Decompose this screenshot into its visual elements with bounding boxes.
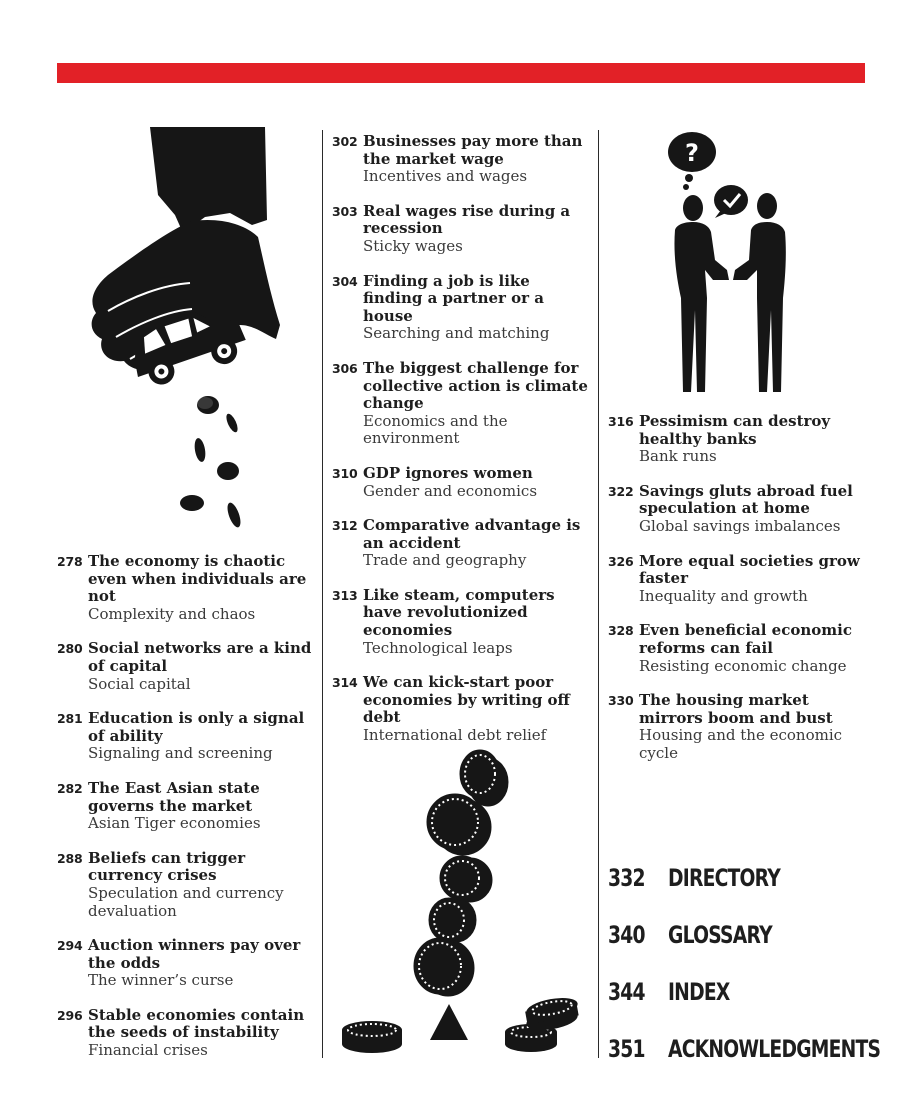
toc-entry[interactable]: [57, 937, 317, 990]
toc-title: Even beneficial economic reforms can fail: [639, 621, 852, 657]
middle-contents-column: [332, 133, 594, 745]
toc-title: Beliefs can trigger currency crises: [88, 848, 246, 885]
toc-title: Education is only a signal of ability: [88, 709, 305, 745]
toc-title: GDP ignores women: [363, 463, 533, 482]
toc-subtitle: Searching and matching: [363, 324, 550, 343]
toc-subtitle: The winner’s curse: [88, 971, 234, 990]
toc-title: The economy is chaotic even when individuals are not: [88, 552, 307, 606]
toc-entry[interactable]: [57, 710, 317, 763]
toc-page-number: 306: [332, 360, 358, 376]
toc-entry[interactable]: [608, 483, 870, 536]
toc-subtitle: Inequality and growth: [639, 586, 808, 605]
toc-entry[interactable]: [332, 273, 594, 343]
left-contents-column: [57, 553, 317, 1060]
toc-entry[interactable]: [57, 640, 317, 693]
column-divider-right: [598, 130, 599, 1058]
toc-title: Savings gluts abroad fuel speculation at home: [639, 481, 853, 518]
toc-page-number: 322: [608, 483, 634, 499]
toc-page-number: 303: [332, 203, 358, 219]
toc-entry[interactable]: [332, 465, 594, 500]
toc-entry[interactable]: [57, 553, 317, 623]
toc-entry[interactable]: [332, 133, 594, 186]
toc-title: The housing market mirrors boom and bust: [639, 691, 833, 727]
toc-title: Like steam, computers have revolutionized economies: [363, 585, 555, 640]
toc-page-number: 328: [608, 623, 634, 639]
toc-page-number: 296: [57, 1007, 83, 1023]
back-matter-label: DIRECTORY: [668, 864, 781, 892]
right-contents-column: [608, 413, 870, 763]
toc-title: More equal societies grow faster: [639, 551, 860, 588]
back-matter-page: 332: [608, 864, 645, 892]
toc-subtitle: Social capital: [88, 674, 191, 693]
toc-title: Comparative advantage is an accident: [363, 516, 581, 552]
toc-subtitle: Financial crises: [88, 1041, 208, 1060]
toc-title: Real wages rise during a recession: [363, 201, 571, 238]
toc-entry[interactable]: [608, 692, 870, 762]
toc-entry[interactable]: [332, 587, 594, 657]
toc-page-number: 288: [57, 850, 83, 866]
back-matter-label: ACKNOWLEDGMENTS: [668, 1035, 881, 1063]
back-matter-page: 340: [608, 921, 645, 949]
toc-title: The East Asian state governs the market: [88, 778, 260, 815]
toc-page-number: 281: [57, 711, 83, 727]
toc-entry[interactable]: [332, 203, 594, 256]
toc-subtitle: Bank runs: [639, 447, 717, 466]
toc-page-number: 302: [332, 134, 358, 149]
red-header-bar: [57, 63, 865, 83]
toc-page-number: 282: [57, 780, 83, 796]
toc-title: Pessimism can destroy healthy banks: [639, 412, 831, 448]
handshake-icon: [655, 130, 805, 400]
back-matter-label: GLOSSARY: [668, 921, 772, 949]
toc-entry[interactable]: [57, 780, 317, 833]
toc-page-number: 312: [332, 518, 358, 534]
toc-subtitle: Sticky wages: [363, 236, 463, 255]
toc-page-number: 304: [332, 273, 358, 289]
toc-subtitle: Trade and geography: [363, 551, 527, 570]
toc-subtitle: Complexity and chaos: [88, 604, 256, 623]
toc-page-number: 278: [57, 554, 83, 569]
toc-subtitle: Technological leaps: [363, 638, 513, 657]
toc-subtitle: Economics and the environment: [363, 411, 508, 448]
toc-title: The biggest challenge for collective action is climate change: [363, 358, 588, 413]
toc-subtitle: International debt relief: [363, 726, 547, 745]
toc-subtitle: Housing and the economic cycle: [639, 726, 843, 762]
toc-subtitle: Resisting economic change: [639, 656, 847, 675]
toc-subtitle: Signaling and screening: [88, 744, 273, 763]
column-divider-left: [322, 130, 323, 1058]
toc-entry[interactable]: [608, 553, 870, 606]
toc-page-number: 330: [608, 693, 634, 709]
toc-entry[interactable]: [332, 674, 594, 744]
toc-subtitle: Gender and economics: [363, 481, 538, 500]
back-matter-page: 344: [608, 978, 645, 1006]
toc-page-number: 314: [332, 675, 358, 691]
svg-text:?: ?: [685, 139, 699, 167]
back-matter-label: INDEX: [668, 978, 730, 1006]
toc-title: Auction winners pay over the odds: [88, 936, 301, 972]
toc-page-number: 294: [57, 938, 83, 954]
toc-page-number: 313: [332, 587, 358, 603]
toc-entry[interactable]: [608, 413, 870, 466]
toc-entry[interactable]: [57, 1007, 317, 1060]
toc-page-number: 310: [332, 465, 358, 481]
toc-subtitle: Incentives and wages: [363, 167, 528, 186]
toc-page-number: 326: [608, 553, 634, 569]
toc-title: Stable economies contain the seeds of instability: [88, 1005, 305, 1042]
toc-subtitle: Asian Tiger economies: [88, 814, 261, 833]
toc-entry[interactable]: [332, 517, 594, 570]
toc-subtitle: Global savings imbalances: [639, 516, 841, 535]
toc-title: Finding a job is like finding a partner or a house: [363, 271, 545, 325]
toc-title: We can kick-start poor economies by writing off debt: [363, 673, 570, 727]
toc-entry[interactable]: [332, 360, 594, 448]
back-matter-page: 351: [608, 1035, 645, 1063]
toc-title: Businesses pay more than the market wage: [363, 132, 583, 168]
toc-page-number: 280: [57, 641, 83, 657]
toc-page-number: 316: [608, 414, 634, 429]
toc-entry[interactable]: [608, 622, 870, 675]
toc-entry[interactable]: [57, 850, 317, 920]
coin-stack-icon: [338, 752, 588, 1062]
hand-car-coins-icon: [80, 125, 290, 540]
toc-subtitle: Speculation and currency devaluation: [88, 883, 284, 920]
toc-title: Social networks are a kind of capital: [88, 639, 312, 675]
